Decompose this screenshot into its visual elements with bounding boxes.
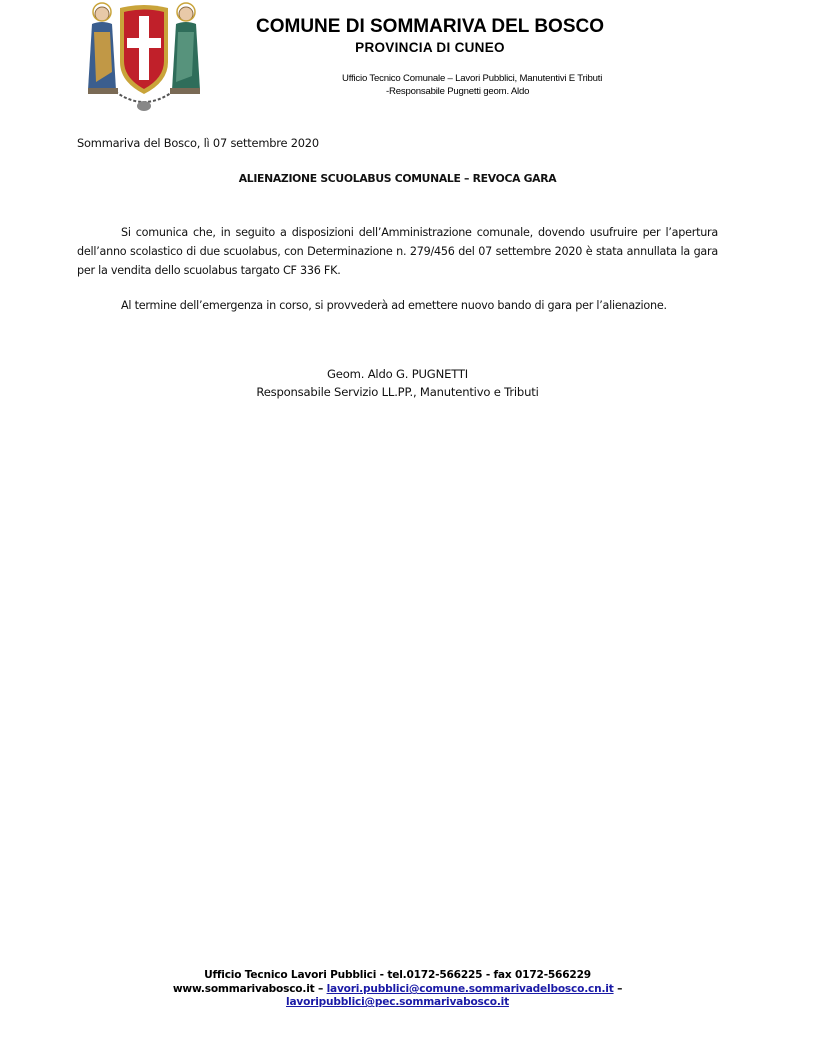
footer-contacts: Ufficio Tecnico Lavori Pubblici - tel.0172-566225 - fax 0172-566229 [204, 969, 591, 981]
office-responsible: -Responsabile Pugnetti geom. Aldo [386, 86, 530, 97]
footer-web-line [77, 983, 718, 995]
place-date: Sommariva del Bosco, lì 07 settembre 2020 [77, 136, 319, 150]
shield-icon [120, 5, 168, 94]
footer-website: www.sommarivabosco.it [172, 983, 315, 995]
coat-of-arms-icon [82, 2, 206, 116]
footer-pec-line [77, 996, 718, 1008]
footer-email-link[interactable]: lavori.pubblici@comune.sommarivadelbosco.cn.it [326, 983, 614, 995]
footer-separator: – [613, 983, 623, 995]
body-paragraph-1: Si comunica che, in seguito a disposizioni dell’Amministrazione comunale, dovendo usufruire per l’apertura dell’anno scolastico di due scuolabus, con Determinazione n. 279/456 del 07 settembre 2020 è stata annullata la gara per la vendita dello scuolabus targato CF 336 FK. [77, 226, 718, 277]
body-paragraph-2: Al termine dell’emergenza in corso, si provvederà ad emettere nuovo bando di gara per l’alienazione. [121, 299, 667, 312]
left-saint-figure [88, 3, 118, 94]
office-name: Ufficio Tecnico Comunale – Lavori Pubblici, Manutentivi E Tributi [342, 73, 603, 84]
municipality-title: COMUNE DI SOMMARIVA DEL BOSCO [256, 16, 604, 37]
province-name: PROVINCIA DI CUNEO [355, 40, 505, 55]
signature-name: Geom. Aldo G. PUGNETTI [327, 367, 468, 381]
right-saint-figure [170, 3, 200, 94]
signature-role: Responsabile Servizio LL.PP., Manutentivo e Tributi [256, 385, 539, 399]
letter-subject: ALIENAZIONE SCUOLABUS COMUNALE – REVOCA GARA [238, 172, 557, 185]
footer-pec-link[interactable]: lavoripubblici@pec.sommarivabosco.it [286, 996, 509, 1008]
footer-separator: – [314, 983, 327, 995]
